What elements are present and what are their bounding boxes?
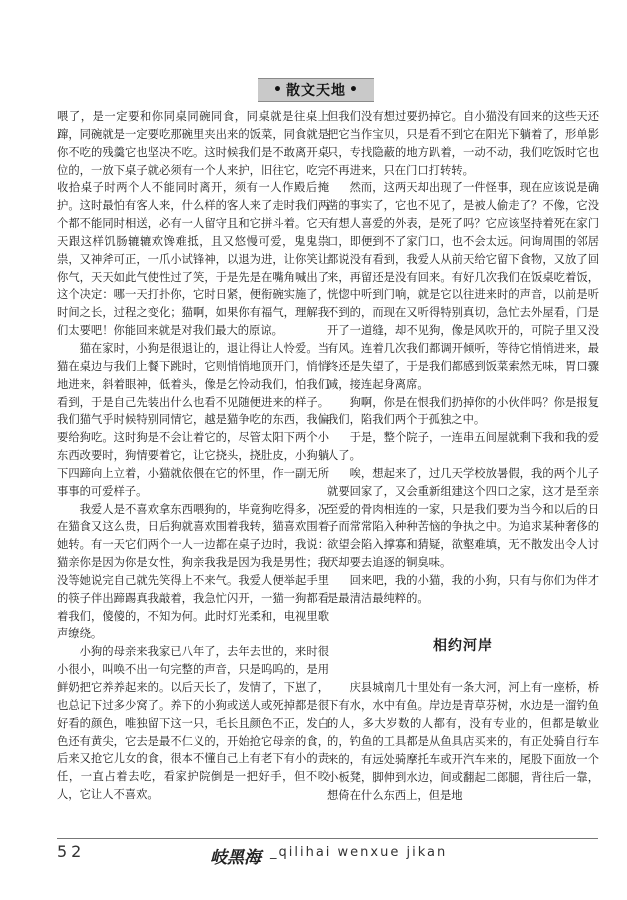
magazine-name-pinyin: _qilihai wenxue jikan	[270, 845, 448, 860]
paragraph: 狗啊，你是在恨我们扔掉你的小伙伴吗？你是报复我们，陷我们两个于孤独之中。	[327, 395, 599, 427]
left-column	[57, 108, 329, 825]
paragraph: 我爱人是不喜欢拿东西喂狗的，毕竟狗吃得多，况在猫食又这么贵，日后狗就喜欢围着我转，猫喜欢围着她转。有一天它们两个一人一边都在桌子边时，我说：猫亲你是因为你是女性，狗亲我我是因为我是男性；我没等她说完自己就先笑得上不来气。我爱人便举起手里的筷子伴出蹄踢真我敲着，我急忙闪开，一猫一狗都看着我们，傻傻的，不知为何。此时灯光柔和，电视里歌声缭绕。	[57, 502, 329, 641]
page-number: 52	[57, 842, 86, 861]
paragraph: 回来吧，我的小猫，我的小狗，只有与你们为伴才是最清洁最纯粹的。	[327, 573, 599, 605]
header-dot-left: •	[273, 82, 283, 98]
section-header	[258, 78, 374, 102]
paragraph: 喂了，是一定要和你同桌同碗同食，同桌就是往桌上蹿，同碗就是一定要吃那碗里夹出来的饭菜，同食就是你不吃的残羹它也坚决不吃。这时候我们是不敢离开桌位的，一放下桌子就必须有一个人来护，旧往它，吃完收拾桌子时两个人不能同时离开，须有一人作殿后掩护。这时最怕有客人来，什么样的客人来了走时我们两个都不能同时相送，必有一人留守且和它拼斗着。它天天跟这样饥肠辘辘欢馋难抵，且又悠慢可爱，鬼鬼祟祟，又神斧可正，一爪小试锋神，以退为进，让你笑让你气，天天如此气使性过了笑，于是先是在嘴角喊出了这个决定：哪一天打扑你，它时日紧，便衔碗实施了，时间之长，过程之变化；猫啊，如果你有福气，理解我们太要吧！你能回来就是对我们最大的原谅。	[57, 110, 329, 338]
paragraph: 猫在家时，小狗是很退让的，退让得让人怜爱。当猫在桌边与我们上餐下跳时，它则悄悄地顶开门，悄悄地进来，斜着眼神，低着头，像是乞怜动我们，怕我们看到，于是自己先装出什么也看不见随便进来的样子。我们猫气乎时候特别同情它，越是猫争吃的东西，我偏要给狗吃。这时狗是不会让着它的，尽管太阳下两个小东西改要时，狗情要着它，让它挠头，挠肚皮，小狗躺下四蹄向上立着，小猫就依偎在它的怀里，作一副无所事事的可爱样子。	[57, 341, 329, 498]
magazine-logo: 岐黑海	[210, 848, 261, 868]
section-header-title: 散文天地	[286, 83, 346, 99]
header-dot-right: •	[349, 82, 359, 98]
paragraph: 然而，这两天却出现了一件怪事，现在应该说是确凿的事实了，它也不见了，是被人偷走了？不像，它没有想人喜爱的外表，是死了吗？它应该坚持着死在家门口，即便到不了家门口，也不会太远。问询周围的邻居都说没有看到，我爱人从前天给它留下食物，又放了回来，再留还是没有回来。有好几次我们在饭桌吃着饭，恍惚中听到门响，就是它以往进来时的声音，以前是听不到的，而现在又听得特别真切，急忙去外屋看，门是开了一道缝，却不见狗，像是风吹开的，可院子里又没有风。连着几次我们都调开倾听，等待它悄悄进来，最终还是失望了，于是我们都感到饭菜索然无味，胃口骤减，接连起身离席。	[327, 181, 599, 391]
paragraph: 庆县城南几十里处有一条大河，河上有一座桥，桥下有水，水中有鱼。岸边是青草芬树，水边是一溜钓鱼的人，多大岁数的人都有，没有专业的，但都是敏业的，钓鱼的工具都是从鱼具店买来的，有正处骑自行车来的，有远处骑摩托车或开汽车来的，尾股下面放一个小板凳，脚伸到水边，间或翻起二郎腿，背往后一靠，想倚在什么东西上，但是地	[327, 681, 599, 802]
paragraph: 小狗的母亲来我家已八年了，去年去世的，来时很小很小，叫唤不出一句完整的声音，只是呜呜的，是用鲜奶把它养养起来的。以后天长了，发情了，下崽了，也总记下过多少窝了。养下的小狗或送人或死掉都是很好看的颜色，唯独留下这一只，毛长且颜色不正，发白色还有黄尖，它去是最不仁义的，开始抢它母亲的食，后来又抢它儿女的食，很本不懂自己上有老下有小的责任，一直占着去吃，看家护院倒是一把好手，但不咬人，它让人不喜欢。	[57, 645, 329, 802]
paragraph: 但我们没有想过要扔掉它。自小猫没有回来的这些天还把它当作宝贝，只是看不到它在阳光下躺着了，形单影只，专找隐蔽的地方趴着，一动不动，我们吃饭时它也不再进来，只在门口打转转。	[327, 110, 599, 177]
footer-divider	[57, 838, 598, 839]
paragraph: 于是，整个院子，一连串五间屋就剩下我和我的爱人了。	[327, 431, 599, 463]
article-title: 相约河岸	[433, 637, 493, 654]
paragraph: 唉，想起来了，过几天学校放暑假，我的两个儿子就要回家了，又会重新组建这个四口之家，这才是至亲至爱的骨肉相连的一家，只是我们要为当今和以后的日子而常常陷入种种苦恼的争执之中。为追求某种奢侈的欲望会陷入撑寡和猜疑，欲壑难填，无不散发出令人讨厌却要去追逐的铜臭味。	[327, 466, 599, 570]
right-column	[327, 108, 599, 828]
